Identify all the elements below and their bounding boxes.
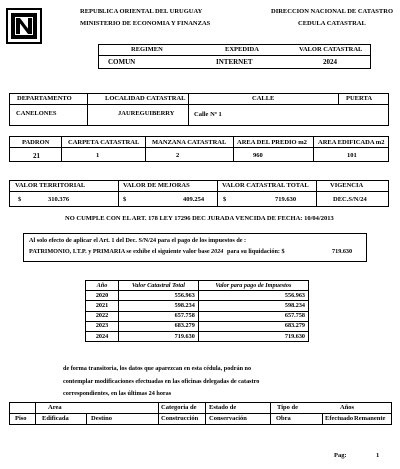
label-expedida: EXPEDIDA [225,46,259,53]
history-year: 2024 [86,332,119,342]
col-tipo: Tipo de [277,404,299,411]
header-direccion: DIRECCION NACIONAL DE CATASTRO [271,8,394,15]
history-year: 2022 [86,311,119,321]
col-obra: Obra [276,415,291,422]
value-localidad: JAUREGUIBERRY [118,110,175,117]
label-localidad: LOCALIDAD CATASTRAL [105,95,186,102]
currency-total: $ [223,196,227,203]
value-area-predio: 960 [253,152,263,159]
value-valor-territorial: 310.376 [48,196,70,203]
dnc-logo [6,8,42,44]
label-valor-mejoras: VALOR DE MEJORAS [123,182,190,189]
col-conservacion: Conservación [209,415,247,422]
value-padron: 21 [33,152,40,160]
value-manzana: 2 [176,152,180,159]
history-impuestos: 683.279 [198,321,308,331]
value-valor-catastral: 2024 [323,58,337,66]
value-area-edificada: 101 [347,152,357,159]
col-area: Area [48,404,62,411]
history-year: 2020 [86,291,119,301]
label-valor-total: VALOR CATASTRAL TOTAL [222,182,309,189]
history-year: 2021 [86,301,119,311]
col-destino: Destino [91,415,112,422]
history-total: 719.630 [119,332,199,342]
history-impuestos: 719.630 [198,332,308,342]
value-departamento: CANELONES [16,110,57,117]
efecto-value: 719.630 [332,248,353,255]
label-calle: CALLE [252,95,275,102]
header-cedula: CEDULA CATASTRAL [298,20,366,27]
label-valor-catastral: VALOR CATASTRAL [299,46,363,53]
history-table [85,280,309,342]
value-valor-total: 719.630 [275,196,297,203]
notice-text: NO CUMPLE CON EL ART. 178 LEY 17296 DEC JURADA VENCIDA DE FECHA: 10/04/2013 [65,215,334,222]
header-ministry: MINISTERIO DE ECONOMIA Y FINANZAS [80,20,211,27]
history-header-total: Valor Catastral Total [119,281,199,291]
value-vigencia: DEC.S/N/24 [333,196,367,203]
transitoria-line3: correspondientes, en las últimas 24 horas [63,390,172,397]
value-valor-mejoras: 409.254 [183,196,205,203]
col-efectuado: Efectuado [325,415,354,422]
col-construccion: Construcción [161,415,199,422]
col-anos: Años [340,404,355,411]
label-regimen: REGIMEN [131,46,163,53]
page-label: Pag: [334,452,347,459]
table-row [86,311,309,321]
value-carpeta: 1 [96,152,100,159]
history-impuestos: 556.963 [198,291,308,301]
transitoria-line2: contemplar modificaciones efectuadas en las oficinas delegadas de catastro [63,378,260,385]
table-row [86,321,309,331]
value-regimen: COMUN [108,58,136,66]
currency-territorial: $ [18,196,22,203]
history-header-impuestos: Valor para pago de Impuestos [198,281,308,291]
history-impuestos: 598.234 [198,301,308,311]
table-row [86,332,309,342]
efecto-line2a: PATRIMONIO, I.T.P. y PRIMARIA se exhibe el siguiente valor base [29,248,210,255]
value-expedida: INTERNET [216,58,253,66]
transitoria-line1: de forma transitoria, los datos que aparezcan en esta cédula, podrán no [63,365,252,372]
label-area-predio: AREA DEL PREDIO m2 [237,139,307,146]
history-total: 556.963 [119,291,199,301]
efecto-line1: Al solo efecto de aplicar el Art. 1 del Dec. S/N/24 para el pago de los impuestos de : [29,237,247,244]
history-total: 598.234 [119,301,199,311]
label-area-edificada: AREA EDIFICADA m2 [318,139,385,146]
label-departamento: DEPARTAMENTO [17,95,72,102]
efecto-year: 2024 [211,248,224,255]
col-estado: Estado de [209,404,237,411]
label-vigencia: VIGENCIA [330,182,364,189]
col-categoria: Categoria de [161,404,197,411]
col-remanente: Remanente [354,415,386,422]
history-impuestos: 657.758 [198,311,308,321]
label-padron: PADRON [22,139,50,146]
efecto-line2b: para su liquidación: $ [227,248,285,255]
history-total: 683.279 [119,321,199,331]
label-valor-territorial: VALOR TERRITORIAL [15,182,86,189]
table-row [86,291,309,301]
currency-mejoras: $ [123,196,127,203]
label-puerta: PUERTA [346,95,373,102]
page-number: 1 [376,452,380,459]
label-carpeta: CARPETA CATASTRAL [68,139,140,146]
history-year: 2023 [86,321,119,331]
col-piso: Piso [15,415,27,422]
value-calle: Calle Nº 1 [194,111,222,118]
label-manzana: MANZANA CATASTRAL [152,139,227,146]
history-total: 657.758 [119,311,199,321]
col-edificada: Edificada [42,415,69,422]
table-row [86,301,309,311]
history-header-year: Año [86,281,119,291]
header-republic: REPUBLICA ORIENTAL DEL URUGUAY [80,8,203,15]
